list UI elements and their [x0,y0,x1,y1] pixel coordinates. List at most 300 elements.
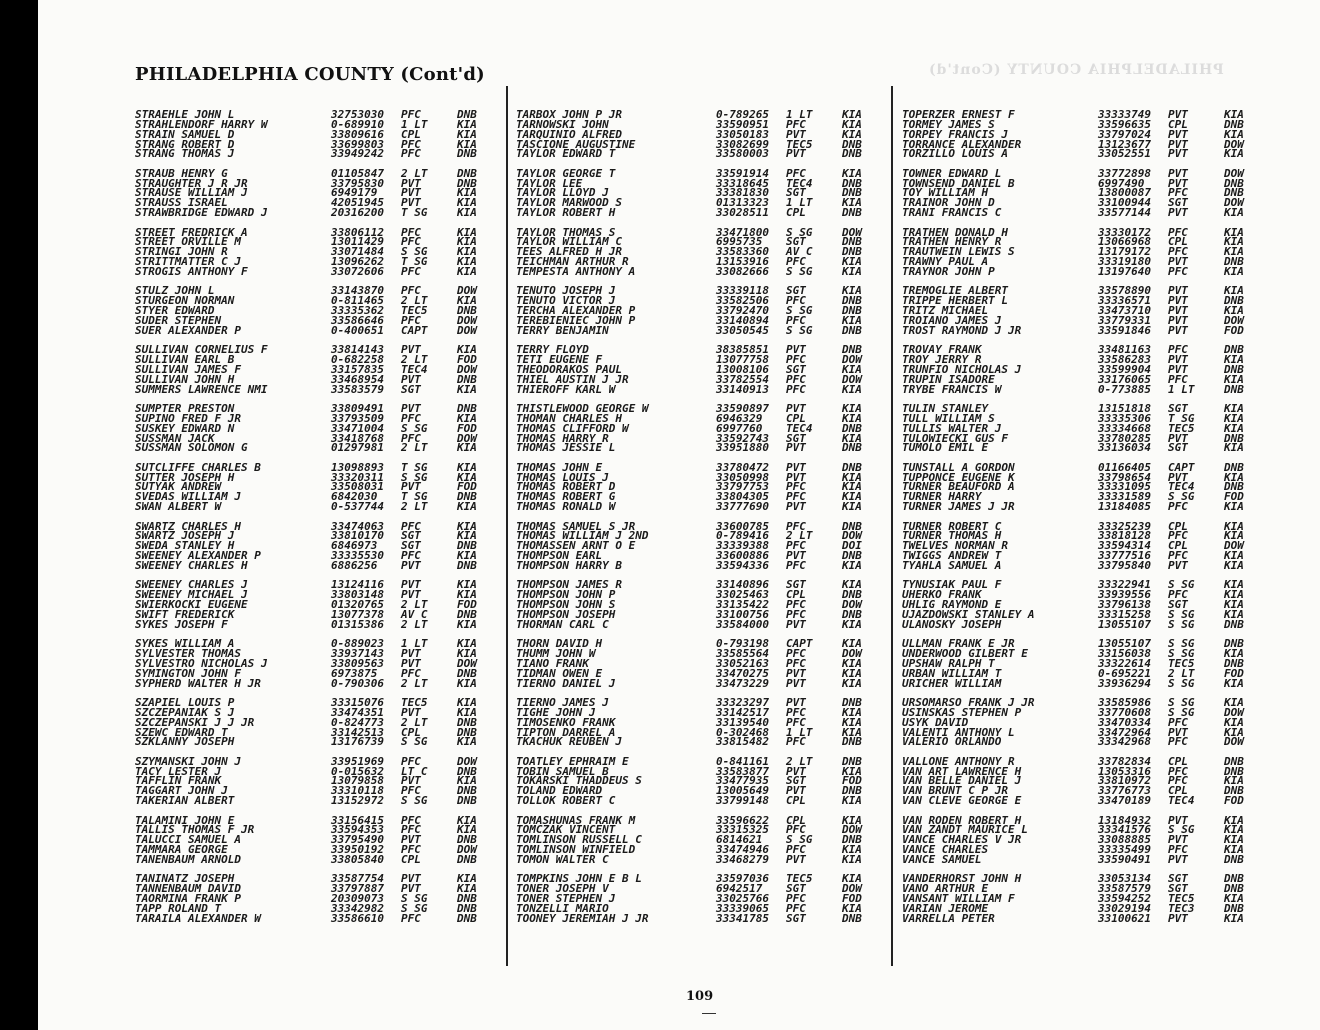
rank: CPL [786,411,806,425]
status-code: DNB [842,441,862,455]
service-number: 33088885 [1098,833,1151,847]
status-code: DNB [1224,117,1244,131]
rank: S SG [1168,647,1195,661]
soldier-name: VANO ARTHUR E [902,884,989,895]
service-number: 33798654 [1098,470,1151,484]
status-code: KIA [457,255,477,269]
service-number: 33803148 [331,588,384,602]
service-number: 33797887 [331,882,384,896]
rank: S SG [786,833,813,847]
rank: PVT [401,196,421,210]
rank: PFC [786,558,806,572]
status-code: DOW [842,353,862,367]
service-number: 0-302468 [716,725,769,739]
service-number: 33418768 [331,431,384,445]
rank: 2 LT [401,500,428,514]
service-number: 0-773885 [1098,382,1151,396]
service-number: 33806112 [331,225,384,239]
roster-row [902,852,1262,866]
roster-group [516,460,884,522]
roster-row [135,911,495,925]
roster-row [516,372,884,386]
soldier-name: SZCZEPANIAK S J [135,707,235,718]
service-number: 33473229 [716,676,769,690]
soldier-name: SWEENEY CHARLES H [135,560,248,571]
service-number: 33335499 [1098,843,1151,857]
rank: PFC [786,382,806,396]
roster-row [902,894,1262,904]
service-number: 0-789416 [716,529,769,543]
rank: PFC [786,166,806,180]
status-code: KIA [842,617,862,631]
roster-row [135,237,495,247]
rank: PVT [401,774,421,788]
service-number: 33949242 [331,147,384,161]
rank: TEC5 [1168,421,1195,435]
roster-group [135,460,495,522]
status-code: DNB [1224,872,1244,886]
roster-group [902,345,1262,404]
soldier-name: THOMPSON JOHN P [516,590,616,601]
rank: SGT [1168,598,1188,612]
soldier-name: TRUPIN ISADORE [902,374,995,385]
status-code: KIA [1224,607,1244,621]
roster-row [902,656,1262,670]
roster-row [516,551,884,561]
roster-row [902,176,1262,190]
status-code: DNB [457,715,477,729]
status-code: KIA [1224,823,1244,837]
status-code: DNB [457,147,477,161]
status-code: DNB [1224,637,1244,651]
service-number: 33322614 [1098,656,1151,670]
roster-row [902,874,1262,884]
roster-row [516,558,884,572]
roster-row [516,796,884,806]
soldier-name: TIERNO JAMES J [516,697,609,708]
roster-row [516,110,884,120]
soldier-name: SYKES WILLIAM A [135,639,235,650]
roster-row [902,482,1262,492]
soldier-name: SWARTZ JOSEPH J [135,531,235,542]
status-code: KIA [457,823,477,837]
status-code: DOW [1224,196,1244,210]
service-number: 13079858 [331,774,384,788]
roster-row [516,852,884,866]
rank: PVT [786,666,806,680]
service-number: 33315258 [1098,607,1151,621]
service-number: 01105847 [331,166,384,180]
soldier-name: TWELVES NORMAN R [902,541,1008,552]
roster-row [135,431,495,445]
rank: S SG [786,304,813,318]
rank: PVT [401,872,421,886]
roster-row [516,355,884,365]
soldier-name: SUMMERS LAWRENCE NMI [135,384,268,395]
rank: CPL [1168,117,1188,131]
service-number: 33950192 [331,843,384,857]
rank: PFC [786,480,806,494]
status-code: DNB [1224,431,1244,445]
roster-group [135,874,495,933]
service-number: 33939556 [1098,588,1151,602]
status-code: DNB [1224,460,1244,474]
soldier-name: VAN BRUNT C P JR [902,786,1008,797]
roster-row [516,225,884,239]
roster-group [135,401,495,463]
roster-row [135,470,495,484]
rank: T SG [401,255,428,269]
service-number: 33792470 [716,304,769,318]
rank: SGT [786,578,806,592]
soldier-name: SUTCLIFFE CHARLES B [135,462,261,473]
soldier-name: TEICHMAN ARTHUR R [516,257,629,267]
service-number: 13011429 [331,235,384,249]
rank: PFC [401,147,421,161]
roster-row [516,166,884,180]
roster-row [902,188,1262,198]
soldier-name: UNDERWOOD GILBERT E [902,649,1028,659]
soldier-name: STRAUSS ISRAEL [135,198,228,209]
soldier-name: TRUNFIO NICHOLAS J [902,364,1022,375]
status-code: KIA [1224,245,1244,259]
rank: CPL [401,852,421,866]
service-number: 13152972 [331,794,384,808]
roster-row [135,580,495,590]
rank: T SG [1168,411,1195,425]
column-divider [891,86,893,966]
status-code: KIA [842,637,862,651]
soldier-name: TOMPKINS JOHN E B L [516,874,642,885]
service-number: 33157835 [331,362,384,376]
status-code: DNB [457,607,477,621]
soldier-name: SWEENEY MICHAEL J [135,590,248,601]
soldier-name: TONZELLI MARIO [516,903,609,914]
rank: PFC [401,549,421,563]
service-number: 33315325 [716,823,769,837]
service-number: 0-689910 [331,117,384,131]
roster-row [135,411,495,425]
rank: PVT [786,401,806,415]
roster-row [902,676,1262,690]
roster-row [135,519,495,533]
status-code: KIA [1224,598,1244,612]
soldier-name: TERRY BENJAMIN [516,325,609,336]
roster-row [516,835,884,845]
roster-row [135,355,495,365]
soldier-name: TAYLOR MARWOOD S [516,198,622,209]
rank: PFC [1168,715,1188,729]
rank: PVT [786,460,806,474]
roster-row [516,323,884,337]
status-code: KIA [1224,421,1244,435]
roster-row [516,306,884,316]
rank: S SG [1168,607,1195,621]
service-number: 01315386 [331,617,384,631]
soldier-name: STRITTMATTER C J [135,257,241,267]
service-number: 33951880 [716,441,769,455]
rank: T SG [401,460,428,474]
status-code: KIA [842,480,862,494]
roster-row [516,813,884,827]
service-number: 33597036 [716,872,769,886]
soldier-name: STRAUGHTER J R JR [135,178,248,189]
service-number: 33331095 [1098,480,1151,494]
status-code: DOW [457,313,477,327]
service-number: 33587579 [1098,882,1151,896]
soldier-name: TALAMINI JOHN E [135,815,235,826]
soldier-name: TAORMINA FRANK P [135,894,241,904]
status-code: FOD [1224,794,1244,808]
service-number: 33818128 [1098,529,1151,543]
roster-row [135,137,495,151]
roster-row [135,776,495,786]
roster-row [516,482,884,492]
soldier-name: TALUCCI SAMUEL A [135,835,241,846]
service-number: 33586610 [331,911,384,925]
soldier-name: SWEENEY ALEXANDER P [135,551,261,561]
status-code: DOW [842,372,862,386]
roster-row [902,372,1262,386]
soldier-name: SULLIVAN CORNELIUS F [135,345,268,356]
soldier-name: TACY LESTER J [135,766,222,777]
roster-group [902,580,1262,639]
status-code: KIA [842,676,862,690]
roster-row [516,421,884,435]
roster-row [902,796,1262,806]
roster-row [135,639,495,649]
rank: SGT [401,539,421,553]
service-number: 33139540 [716,715,769,729]
roster-row [135,825,495,835]
status-code: DNB [457,911,477,925]
soldier-name: TASCIONE AUGUSTINE [516,139,636,150]
soldier-name: SULLIVAN JAMES F [135,364,241,375]
status-code: KIA [842,558,862,572]
roster-row [135,264,495,278]
roster-row [902,492,1262,502]
service-number: 33477935 [716,774,769,788]
roster-row [516,443,884,453]
rank: PVT [786,441,806,455]
status-code: DNB [457,852,477,866]
service-number: 33809563 [331,656,384,670]
status-code: KIA [457,137,477,151]
status-code: DNB [842,235,862,249]
soldier-name: STRANG THOMAS J [135,149,235,160]
rank: AV C [401,607,428,621]
status-code: DNB [457,176,477,190]
rank: PVT [401,343,421,357]
roster-row [516,296,884,306]
rank: SGT [1168,882,1188,896]
soldier-name: TOLLOK ROBERT C [516,796,616,806]
roster-row [902,225,1262,239]
service-number: 33471800 [716,225,769,239]
status-code: DNB [1224,656,1244,670]
soldier-name: THOMAS ROBERT G [516,492,616,503]
rank: SGT [786,235,806,249]
soldier-name: TUPPONCE EUGENE K [902,472,1015,483]
soldier-name: TONER STEPHEN J [516,894,616,904]
status-code: DOI [842,539,862,553]
status-code: DNB [842,784,862,798]
rank: PFC [786,656,806,670]
status-code: KIA [1224,774,1244,788]
service-number: 33335306 [1098,411,1151,425]
soldier-name: THOMPSON JAMES R [516,580,622,591]
status-code: DNB [1224,294,1244,308]
status-code: DNB [457,784,477,798]
status-code: KIA [1224,127,1244,141]
rank: S SG [786,264,813,278]
roster-row [902,149,1262,159]
status-code: KIA [842,108,862,121]
soldier-name: SWIERKOCKI EUGENE [135,600,248,610]
roster-row [902,166,1262,180]
roster-row [902,110,1262,120]
service-number: 33474946 [716,843,769,857]
rank: PVT [1168,470,1188,484]
service-number: 33325239 [1098,519,1151,533]
status-code: KIA [1224,676,1244,690]
rank: 1 LT [401,117,428,131]
soldier-name: SUTTER JOSEPH H [135,472,235,483]
rank: PFC [401,823,421,837]
service-number: 6842030 [331,490,378,504]
service-number: 13098893 [331,460,384,474]
service-number: 0-811465 [331,294,384,308]
service-number: 33341785 [716,911,769,925]
rank: TEC5 [401,695,428,709]
service-number: 33793509 [331,411,384,425]
roster-row [516,754,884,768]
status-code: DNB [457,539,477,553]
service-number: 33315076 [331,695,384,709]
roster-group [135,754,495,816]
rank: SGT [401,529,421,543]
service-number: 33135422 [716,598,769,612]
soldier-name: THOMAS SAMUEL S JR [516,521,636,532]
soldier-name: TIGHE JOHN J [516,707,596,718]
rank: PFC [786,490,806,504]
service-number: 6995735 [716,235,763,249]
soldier-name: TOMLINSON WINFIELD [516,845,636,855]
soldier-name: TOMCZAK VINCENT [516,825,616,836]
soldier-name: TONER JOSEPH V [516,884,609,895]
service-number: 33797753 [716,480,769,494]
status-code: DNB [457,108,477,121]
roster-row [902,264,1262,278]
status-code: DNB [457,725,477,739]
status-code: KIA [1224,695,1244,709]
service-number: 33804305 [716,490,769,504]
rank: PFC [401,284,421,298]
soldier-name: TYNUSIAK PAUL F [902,580,1002,591]
status-code: KIA [457,637,477,651]
status-code: KIA [1224,206,1244,220]
roster-group [516,813,884,875]
service-number: 33473710 [1098,304,1151,318]
rank: PFC [786,598,806,612]
status-code: KIA [457,470,477,484]
soldier-name: VALERIO ORLANDO [902,737,1002,748]
rank: 2 LT [1168,666,1195,680]
rank: 2 LT [401,617,428,631]
soldier-name: TRYBE FRANCIS W [902,384,1002,395]
status-code: KIA [1224,892,1244,906]
soldier-name: TRIPPE HERBERT L [902,296,1008,307]
service-number: 33937143 [331,647,384,661]
roster-group [516,874,884,933]
rank: SGT [786,882,806,896]
service-number: 33470189 [1098,794,1151,808]
roster-row [135,666,495,680]
roster-row [902,257,1262,267]
service-number: 33100621 [1098,911,1151,925]
rank: S SG [401,901,428,915]
roster-row [135,531,495,541]
rank: 2 LT [401,676,428,690]
roster-group [902,401,1262,463]
soldier-name: VARRELLA PETER [902,913,995,924]
rank: 1 LT [401,637,428,651]
roster-row [135,874,495,884]
status-code: DNB [457,901,477,915]
rank: CAPT [786,637,813,651]
soldier-name: TRITZ MICHAEL [902,306,989,316]
status-code: FOD [1224,323,1244,337]
rank: PFC [401,911,421,925]
soldier-name: SWAN ALBERT W [135,502,222,512]
soldier-name: TURNER BEAUFORD A [902,482,1015,493]
status-code: DOW [842,598,862,612]
service-number: 6942517 [716,882,763,896]
roster-row [902,813,1262,827]
rank: PVT [786,147,806,161]
status-code: FOD [457,598,477,612]
roster-row [135,541,495,551]
rank: CPL [401,725,421,739]
roster-row [516,639,884,649]
soldier-name: SZAPIEL LOUIS P [135,697,235,708]
service-number: 33776773 [1098,784,1151,798]
rank: PVT [1168,353,1188,367]
soldier-name: TRATHEN DONALD H [902,227,1008,238]
roster-row [902,401,1262,415]
service-number: 0-889023 [331,637,384,651]
service-number: 01320765 [331,598,384,612]
roster-row [135,198,495,208]
status-code: DNB [1224,784,1244,798]
roster-group [902,225,1262,287]
soldier-name: TIERNO DANIEL J [516,678,616,689]
soldier-name: TARQUINIO ALFRED [516,129,622,140]
roster-row [516,590,884,600]
service-number: 33594336 [716,558,769,572]
roster-row [902,431,1262,445]
roster-row [516,911,884,925]
rank: PFC [1168,245,1188,259]
roster-row [135,617,495,631]
status-code: KIA [457,813,477,827]
service-number: 33082699 [716,137,769,151]
roster-row [902,137,1262,151]
soldier-name: TIPTON DARREL A [516,727,616,738]
soldier-name: TOPERZER ERNEST F [902,110,1015,120]
service-number: 33050183 [716,127,769,141]
soldier-name: SUPINO FRED F JR [135,413,241,424]
